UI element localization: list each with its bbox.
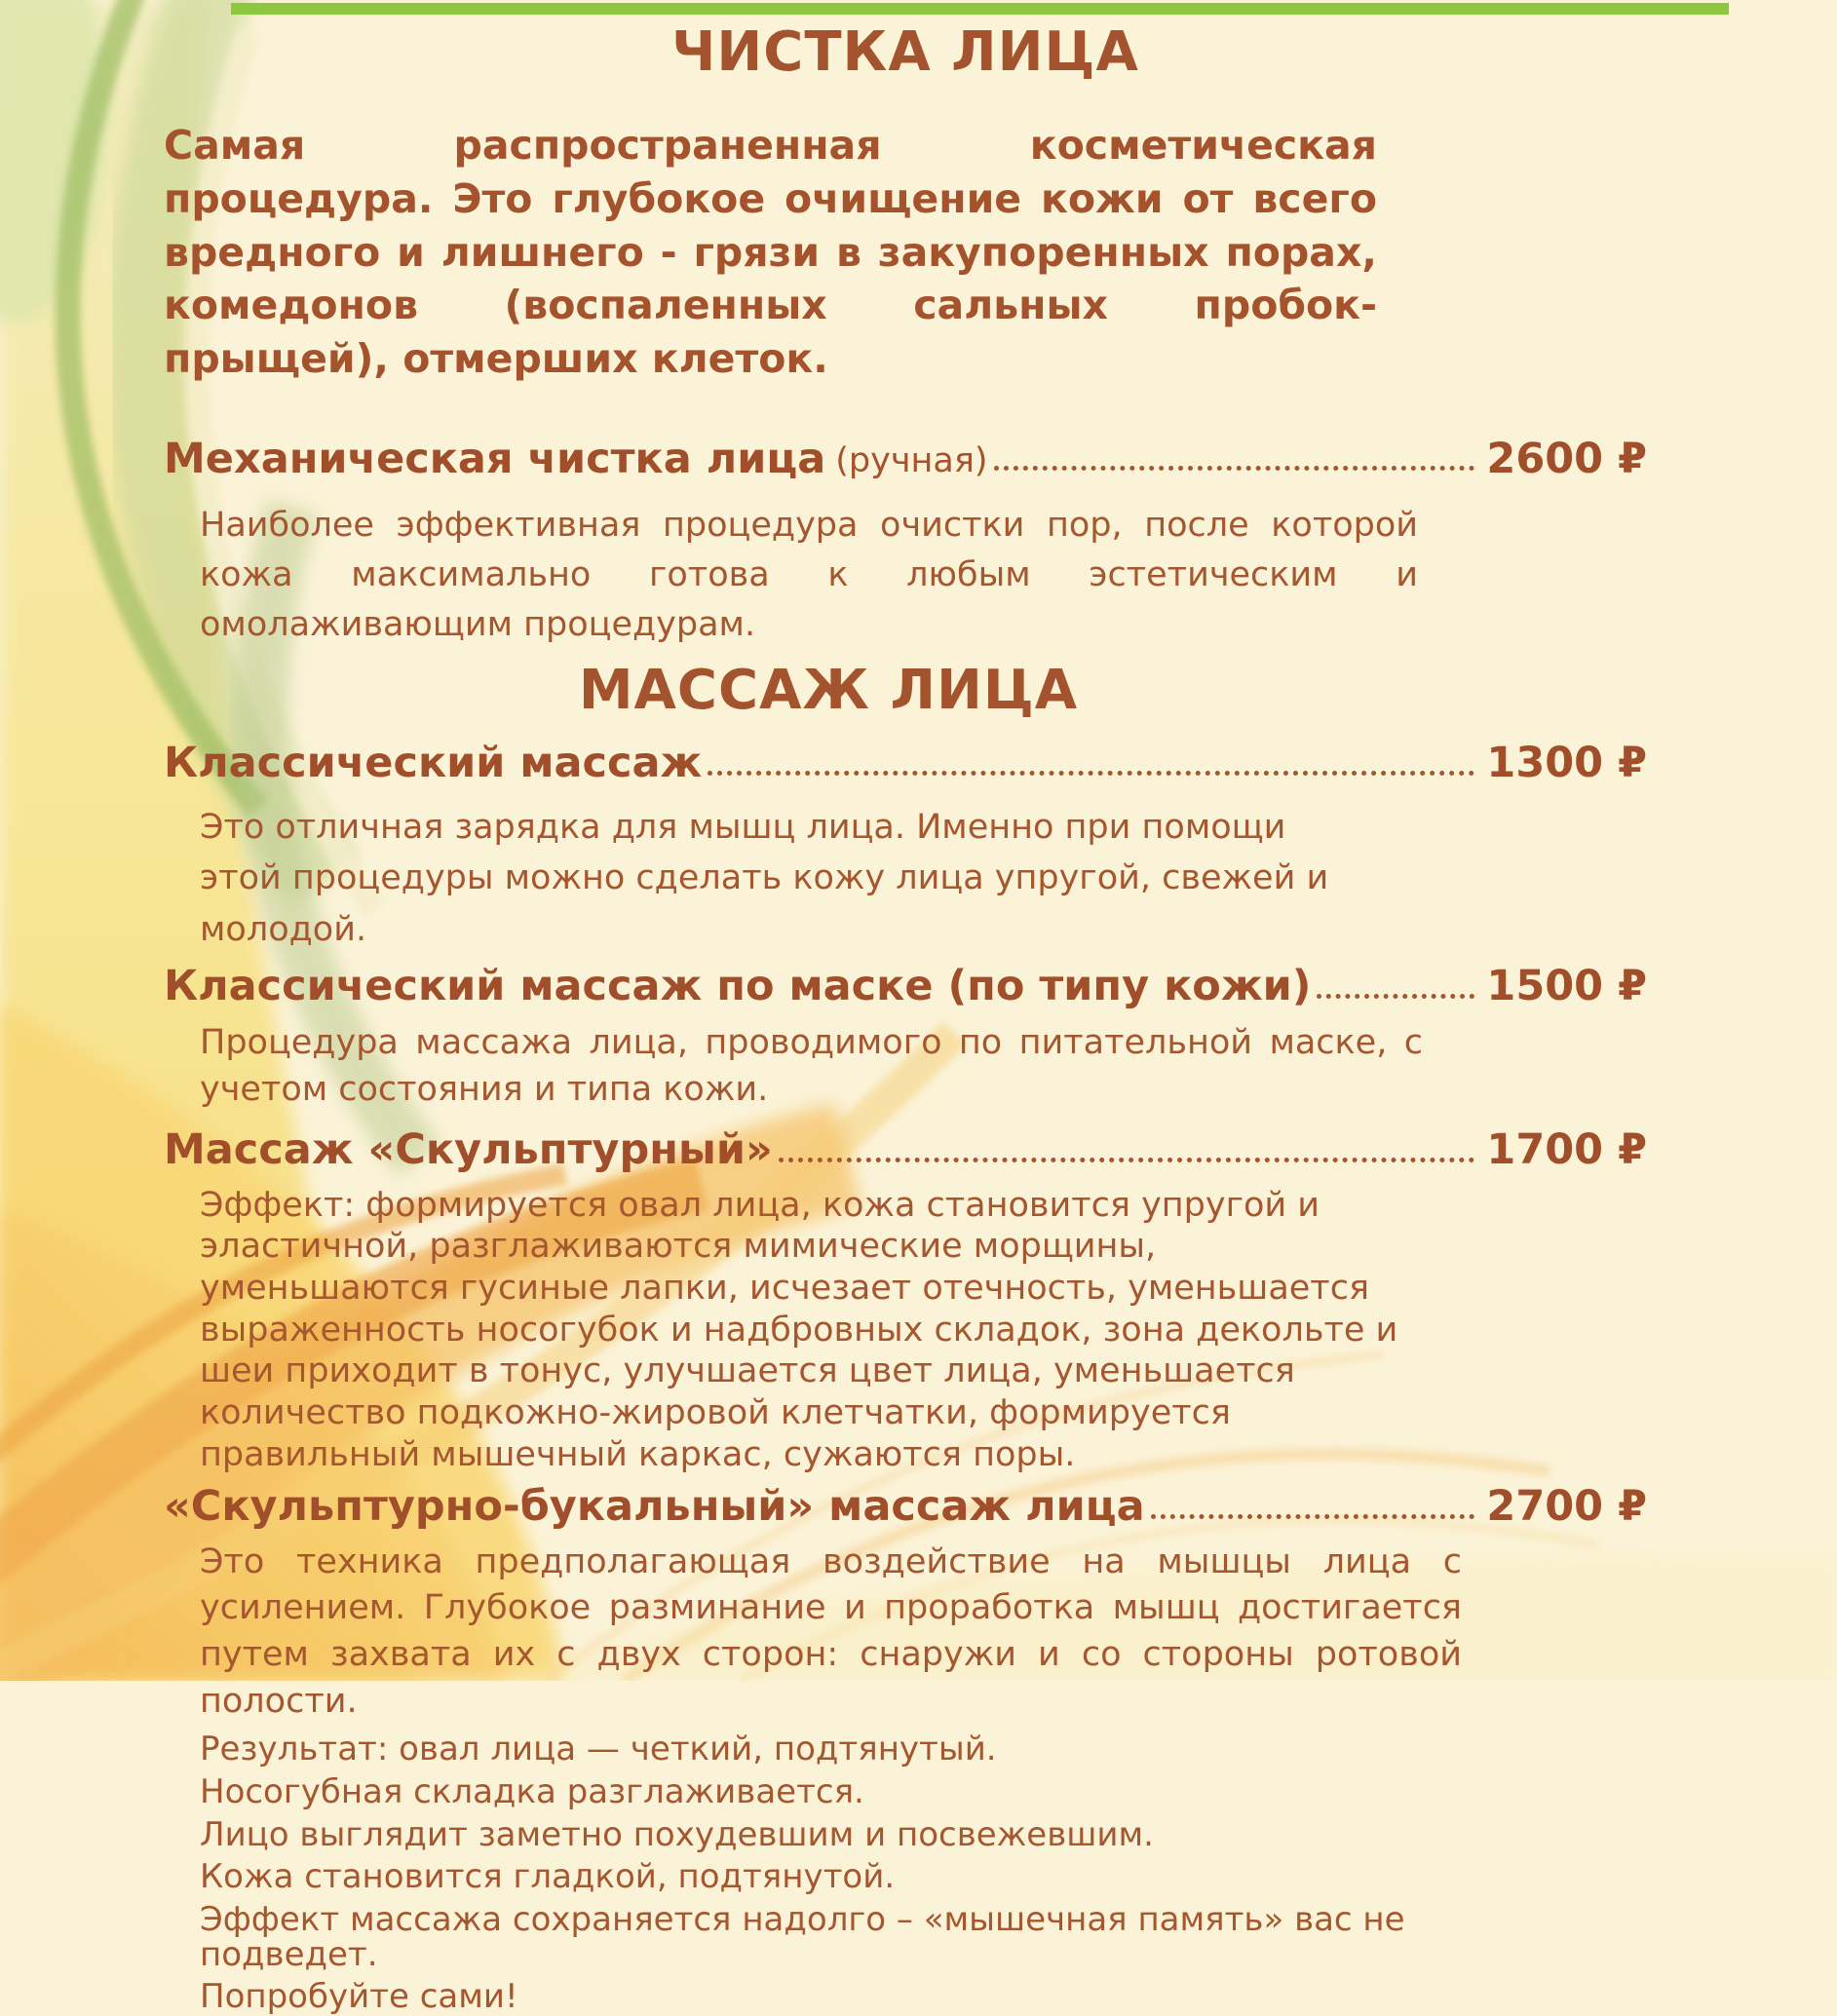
item-name: Массаж «Скульптурный» <box>164 1125 773 1175</box>
item-result-line: Лицо выглядит заметно похудевшим и посвежевшим. <box>200 1814 1154 1854</box>
item-price: 2700 ₽ <box>1486 1482 1647 1532</box>
item-description: Наиболее эффективная процедура очистки пор, после которой кожа максимально готова к любым эстетическим и омолаживающим процедурам. <box>200 506 1418 644</box>
item-name-note: (ручная) <box>835 441 988 481</box>
menu-item-mechanical-cleansing <box>164 436 1647 483</box>
item-result-line: Попробуйте сами! <box>200 1977 518 2016</box>
top-accent-bar <box>231 3 1729 15</box>
item-description: Это техника предполагающая воздействие на мышцы лица с усилением. Глубокое разминание и проработка мышц достигается путем захвата их с двух сторон: снаружи и со стороны ротовой полости. <box>200 1541 1462 1721</box>
section-title-face-cleansing: ЧИСТКА ЛИЦА <box>671 20 1139 84</box>
item-result-line: Кожа становится гладкой, подтянутой. <box>200 1857 896 1897</box>
dotted-leader <box>708 771 1474 776</box>
dotted-leader <box>1151 1514 1475 1519</box>
item-name: Классический массаж <box>164 739 703 788</box>
menu-item-classic-massage-mask <box>164 963 1647 1010</box>
item-result-line: Результат: овал лица — четкий, подтянутый. <box>200 1730 997 1769</box>
item-price: 1500 ₽ <box>1486 962 1647 1011</box>
section-title-face-massage: МАССАЖ ЛИЦА <box>578 658 1079 722</box>
section-intro-text: Самая распространенная косметическая процедура. Это глубокое очищение кожи от всего вредного и лишнего - грязи в закупоренных порах, комедонов (воспаленных сальных пробок-прыщей), отмерших клеток. <box>164 122 1377 382</box>
item-result-line: Носогубная складка разглаживается. <box>200 1771 864 1811</box>
item-price: 2600 ₽ <box>1486 435 1647 484</box>
item-name: Механическая чистка лица <box>164 435 826 484</box>
dotted-leader <box>994 466 1475 471</box>
item-result-line: Эффект массажа сохраняется надолго – «мышечная память» вас не подведет. <box>200 1899 1405 1974</box>
dotted-leader <box>1317 994 1474 999</box>
menu-item-sculptural-buccal-massage <box>164 1483 1647 1531</box>
price-list-page <box>164 0 1647 2015</box>
dotted-leader <box>779 1158 1475 1162</box>
menu-item-classic-massage <box>164 740 1647 787</box>
menu-item-sculptural-massage <box>164 1126 1647 1174</box>
item-description: Это отличная зарядка для мышц лица. Именно при помощи этой процедуры можно сделать кожу лица упругой, свежей и молодой. <box>200 807 1329 949</box>
item-price: 1700 ₽ <box>1486 1125 1647 1175</box>
item-name: «Скульптурно-букальный» массаж лица <box>164 1482 1145 1532</box>
item-description: Эффект: формируется овал лица, кожа становится упругой и эластичной, разглаживаются мимические морщины, уменьшаются гусиные лапки, исчезает отечность, уменьшается выраженность носогубок и надбровных складок, зона декольте и шеи приходит в тонус, улучшается цвет лица, уменьшается количество подкожно-жировой клетчатки, формируется правильный мышечный каркас, сужаются поры. <box>200 1185 1398 1474</box>
item-name: Классический массаж по маске (по типу кожи) <box>164 962 1312 1011</box>
item-description: Процедура массажа лица, проводимого по питательной маске, с учетом состояния и типа кожи. <box>200 1022 1423 1109</box>
item-price: 1300 ₽ <box>1486 739 1647 788</box>
